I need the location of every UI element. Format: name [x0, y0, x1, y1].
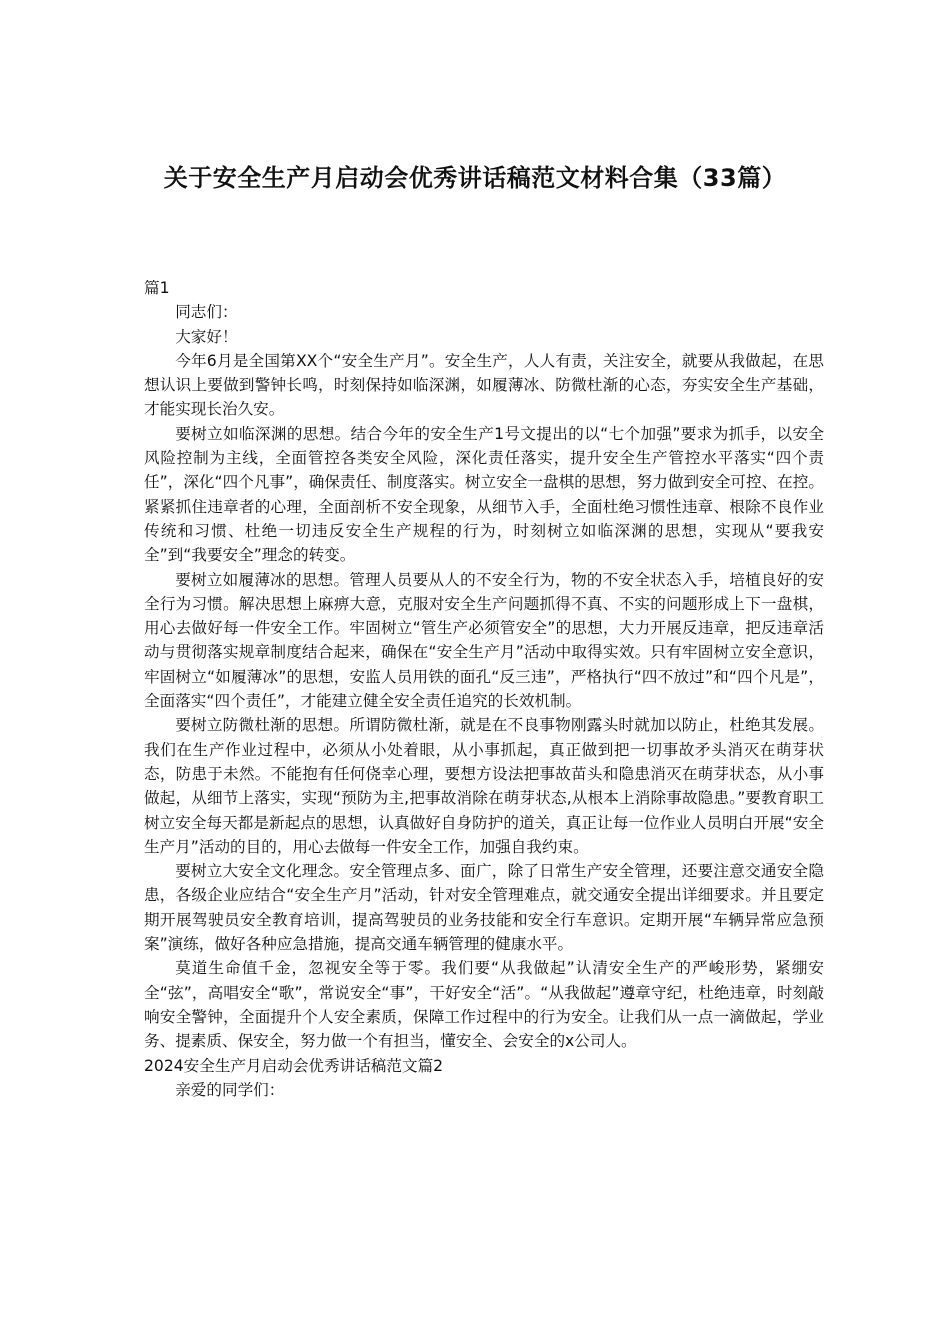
paragraph: 要树立如履薄冰的思想。管理人员要从人的不安全行为，物的不安全状态入手，培植良好的安全行为习惯。解决思想上麻痹大意，克服对安全生产问题抓得不真、不实的问题形成上下一盘棋，用心去做好每一件安全工作。牢固树立“管生产必须管安全”的思想，大力开展反违章，把反违章活动与贯彻落实规章制度结合起来，确保在“安全生产月”活动中取得实效。只有牢固树立安全意识，牢固树立“如履薄冰”的思想，安监人员用铁的面孔“反三违”，严格执行“四不放过”和“四个凡是”，全面落实“四个责任”，才能建立健全安全责任追究的长效机制。	[144, 570, 824, 711]
paragraph: 要树立如临深渊的思想。结合今年的安全生产1号文提出的以“七个加强”要求为抓手，以安全风险控制为主线，全面管控各类安全风险，深化责任落实，提升安全生产管控水平落实“四个责任”，深化“四个凡事”，确保责任、制度落实。树立安全一盘棋的思想，努力做到安全可控、在控。紧紧抓住违章者的心理，全面剖析不安全现象，从细节入手，全面杜绝习惯性违章、根除不良作业传统和习惯、杜绝一切违反安全生产规程的行为，时刻树立如临深渊的思想，实现从“要我安全”到“我要安全”理念的转变。	[144, 424, 824, 565]
document-title: 关于安全生产月启动会优秀讲话稿范文材料合集（33篇）	[163, 164, 787, 192]
paragraph: 今年6月是全国第XX个“安全生产月”。安全生产，人人有责，关注安全，就要从我做起，在思想认识上要做到警钟长鸣，时刻保持如临深渊，如履薄冰、防微杜渐的心态，夯实安全生产基础，才能实现长治久安。	[144, 351, 824, 419]
paragraph: 同志们：	[175, 303, 238, 322]
paragraph: 要树立防微杜渐的思想。所谓防微杜渐，就是在不良事物刚露头时就加以防止，杜绝其发展。我们在生产作业过程中，必须从小处着眼，从小事抓起，真正做到把一切事故矛头消灭在萌芽状态，防患于未然。不能抱有任何侥幸心理，要想方设法把事故苗头和隐患消灭在萌芽状态，从小事做起，从细节上落实，实现“预防为主,把事故消除在萌芽状态,从根本上消除事故隐患。”要教育职工树立安全每天都是新起点的思想，认真做好自身防护的道关，真正让每一位作业人员明白开展“安全生产月”活动的目的，用心去做每一件安全工作，加强自我约束。	[144, 716, 824, 856]
paragraph: 篇1	[144, 279, 170, 297]
paragraph: 大家好！	[175, 327, 238, 346]
paragraph: 莫道生命值千金，忽视安全等于零。我们要“从我做起”认清安全生产的严峻形势，紧绷安全“弦”，高唱安全“歌”，常说安全“事”，干好安全“活”。“从我做起”遵章守纪，杜绝违章，时刻敲响安全警钟，全面提升个人安全素质，保障工作过程中的行为安全。让我们从一点一滴做起，学业务、提素质、保安全，努力做一个有担当，懂安全、会安全的x公司人。	[144, 959, 824, 1051]
paragraph: 亲爱的同学们：	[175, 1080, 285, 1099]
document-body	[144, 276, 824, 1102]
paragraph: 2024安全生产月启动会优秀讲话稿范文篇2	[144, 1056, 444, 1075]
paragraph: 要树立大安全文化理念。安全管理点多、面广，除了日常生产安全管理，还要注意交通安全隐患，各级企业应结合“安全生产月”活动，针对安全管理难点，就交通安全提出详细要求。并且要定期开展驾驶员安全教育培训，提高驾驶员的业务技能和安全行车意识。定期开展“车辆异常应急预案”演练，做好各种应急措施，提高交通车辆管理的健康水平。	[144, 862, 824, 954]
